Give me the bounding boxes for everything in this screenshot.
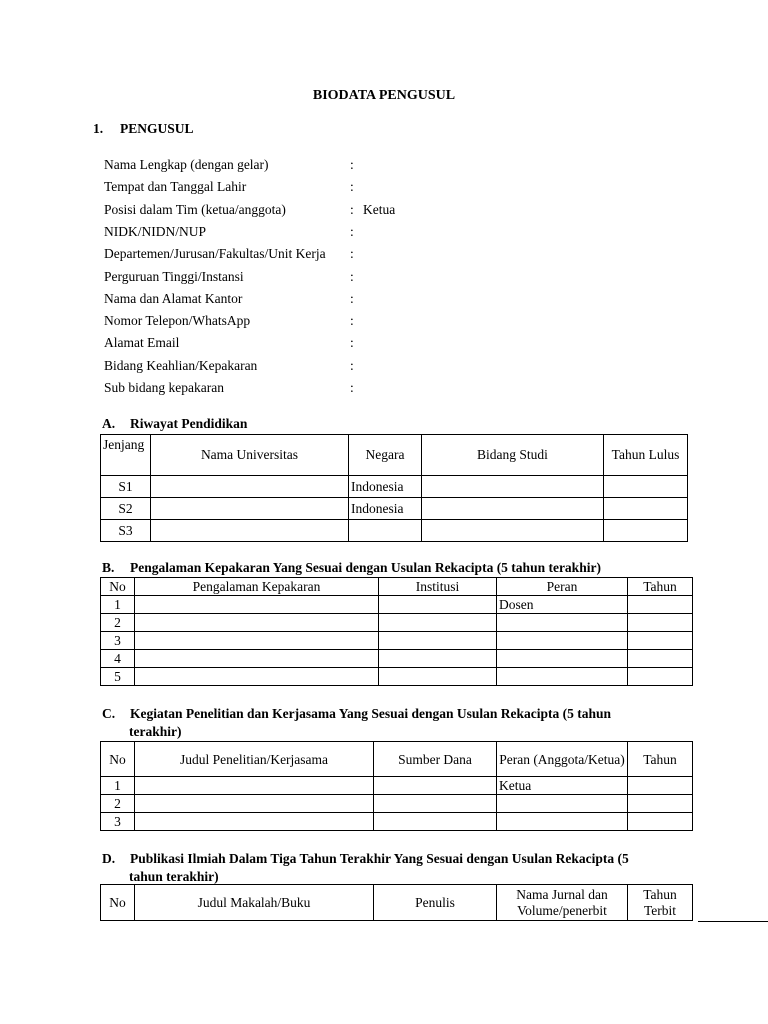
- table-cell: [628, 650, 693, 668]
- table-cell: [379, 596, 497, 614]
- field-colon: :: [350, 291, 354, 306]
- field-label: Nomor Telepon/WhatsApp: [104, 313, 251, 328]
- table-cell: 4: [101, 650, 135, 668]
- table-cell: [135, 813, 374, 831]
- header-judul-penelitian: Judul Penelitian/Kerjasama: [135, 742, 374, 777]
- table-cell: [374, 813, 497, 831]
- section-d-title-line2: tahun terakhir): [129, 869, 219, 884]
- header-institusi: Institusi: [379, 578, 497, 596]
- table-cell: [151, 520, 349, 542]
- section-b-heading: [102, 560, 601, 576]
- table-row: [101, 668, 693, 686]
- field-label: Nama dan Alamat Kantor: [104, 291, 243, 306]
- header-tahun: Tahun: [628, 578, 693, 596]
- section-a-heading: [102, 416, 247, 432]
- table-cell: [151, 498, 349, 520]
- field-label: NIDK/NIDN/NUP: [104, 224, 206, 239]
- header-nama-universitas: Nama Universitas: [151, 435, 349, 476]
- field-label: Sub bidang kepakaran: [104, 380, 224, 395]
- header-nama-jurnal: Nama Jurnal dan Volume/penerbit: [497, 885, 628, 921]
- section-1-title: PENGUSUL: [120, 121, 194, 136]
- table-cell: [135, 614, 379, 632]
- section-d-title-line1: Publikasi Ilmiah Dalam Tiga Tahun Terakhir Yang Sesuai dengan Usulan Rekacipta (5: [130, 851, 629, 866]
- field-colon: :: [350, 224, 354, 239]
- table-cell: [135, 650, 379, 668]
- table-cell: S2: [101, 498, 151, 520]
- table-cell: [135, 632, 379, 650]
- header-bidang-studi: Bidang Studi: [422, 435, 604, 476]
- field-label: Tempat dan Tanggal Lahir: [104, 179, 247, 194]
- field-colon: :: [350, 269, 354, 284]
- table-row: [101, 614, 693, 632]
- table-cell: [379, 650, 497, 668]
- table-cell: [628, 777, 693, 795]
- table-cell: 3: [101, 813, 135, 831]
- table-cell: [604, 498, 688, 520]
- document-title: BIODATA PENGUSUL: [312, 88, 456, 103]
- field-colon: :: [350, 157, 354, 172]
- header-tahun-lulus: Tahun Lulus: [604, 435, 688, 476]
- table-cell: [628, 614, 693, 632]
- table-cell: 2: [101, 614, 135, 632]
- section-b-letter: B.: [102, 560, 115, 575]
- table-cell: Indonesia: [349, 498, 422, 520]
- table-cell: S3: [101, 520, 151, 542]
- header-judul-makalah: Judul Makalah/Buku: [135, 885, 374, 921]
- field-colon: :: [350, 380, 354, 395]
- table-cell: [497, 650, 628, 668]
- table-cell: 5: [101, 668, 135, 686]
- field-colon: :: [350, 335, 354, 350]
- table-row: [101, 795, 693, 813]
- table-cell: [628, 632, 693, 650]
- header-peran: Peran: [497, 578, 628, 596]
- table-cell: 3: [101, 632, 135, 650]
- field-colon: :: [350, 313, 354, 328]
- section-c-letter: C.: [102, 706, 116, 721]
- table-cell: [497, 632, 628, 650]
- header-tahun-terbit: Tahun Terbit: [628, 885, 693, 921]
- table-cell: 1: [101, 777, 135, 795]
- table-cell: [497, 795, 628, 813]
- field-label: Departemen/Jurusan/Fakultas/Unit Kerja: [104, 246, 326, 261]
- table-cell: [379, 668, 497, 686]
- table-cell: [628, 668, 693, 686]
- section-c-heading: [102, 705, 692, 741]
- section-c-title-line2: terakhir): [129, 724, 182, 739]
- table-cell: Dosen: [497, 596, 628, 614]
- header-pengalaman: Pengalaman Kepakaran: [135, 578, 379, 596]
- table-cell: [604, 476, 688, 498]
- section-a-title: Riwayat Pendidikan: [130, 416, 248, 431]
- table-cell: [497, 668, 628, 686]
- table-cell: [151, 476, 349, 498]
- header-no: No: [101, 885, 135, 921]
- table-cell: Ketua: [497, 777, 628, 795]
- field-label: Nama Lengkap (dengan gelar): [104, 157, 269, 172]
- field-value: Ketua: [363, 202, 396, 217]
- section-a-letter: A.: [102, 416, 116, 431]
- header-no: No: [101, 742, 135, 777]
- expertise-table: [100, 577, 693, 686]
- section-b-title: Pengalaman Kepakaran Yang Sesuai dengan Usulan Rekacipta (5 tahun terakhir): [130, 560, 601, 575]
- research-table: [100, 741, 693, 831]
- header-peran: Peran (Anggota/Ketua): [497, 742, 628, 777]
- table-row: [101, 476, 688, 498]
- table-row: [101, 520, 688, 542]
- table-cell: [497, 614, 628, 632]
- table-cell: [604, 520, 688, 542]
- header-jenjang: Jenjang: [101, 435, 151, 476]
- table-cell: [379, 614, 497, 632]
- table-cell: [422, 520, 604, 542]
- table-cell: 2: [101, 795, 135, 813]
- field-label: Perguruan Tinggi/Instansi: [104, 269, 244, 284]
- table-cell: [135, 596, 379, 614]
- header-penulis: Penulis: [374, 885, 497, 921]
- section-c-title-line1: Kegiatan Penelitian dan Kerjasama Yang Sesuai dengan Usulan Rekacipta (5 tahun: [130, 706, 612, 721]
- field-label: Posisi dalam Tim (ketua/anggota): [104, 202, 286, 217]
- table-cell: [422, 498, 604, 520]
- table-row: [101, 498, 688, 520]
- table-cell: [628, 813, 693, 831]
- table-cell: [628, 596, 693, 614]
- field-colon: :: [350, 202, 354, 217]
- section-d-letter: D.: [102, 851, 116, 866]
- table-cell: Indonesia: [349, 476, 422, 498]
- table-cell: [628, 795, 693, 813]
- table-cell: [135, 795, 374, 813]
- table-cell: [135, 668, 379, 686]
- page-edge-line: [698, 921, 768, 922]
- table-cell: [374, 777, 497, 795]
- table-cell: [135, 777, 374, 795]
- table-row: [101, 650, 693, 668]
- table-cell: [422, 476, 604, 498]
- table-cell: S1: [101, 476, 151, 498]
- table-row: [101, 596, 693, 614]
- field-colon: :: [350, 358, 354, 373]
- table-row: [101, 632, 693, 650]
- field-label: Bidang Keahlian/Kepakaran: [104, 358, 258, 373]
- field-label: Alamat Email: [104, 335, 180, 350]
- header-sumber-dana: Sumber Dana: [374, 742, 497, 777]
- table-row: [101, 777, 693, 795]
- header-negara: Negara: [349, 435, 422, 476]
- field-colon: :: [350, 246, 354, 261]
- field-colon: :: [350, 179, 354, 194]
- section-d-heading: [102, 850, 692, 886]
- table-cell: [497, 813, 628, 831]
- table-row: [101, 813, 693, 831]
- publication-table: [100, 884, 693, 921]
- section-1-heading: [93, 121, 194, 137]
- table-cell: [349, 520, 422, 542]
- section-1-number: 1.: [93, 121, 104, 136]
- table-cell: [374, 795, 497, 813]
- header-tahun: Tahun: [628, 742, 693, 777]
- table-cell: [379, 632, 497, 650]
- education-table: [100, 434, 688, 542]
- header-no: No: [101, 578, 135, 596]
- table-cell: 1: [101, 596, 135, 614]
